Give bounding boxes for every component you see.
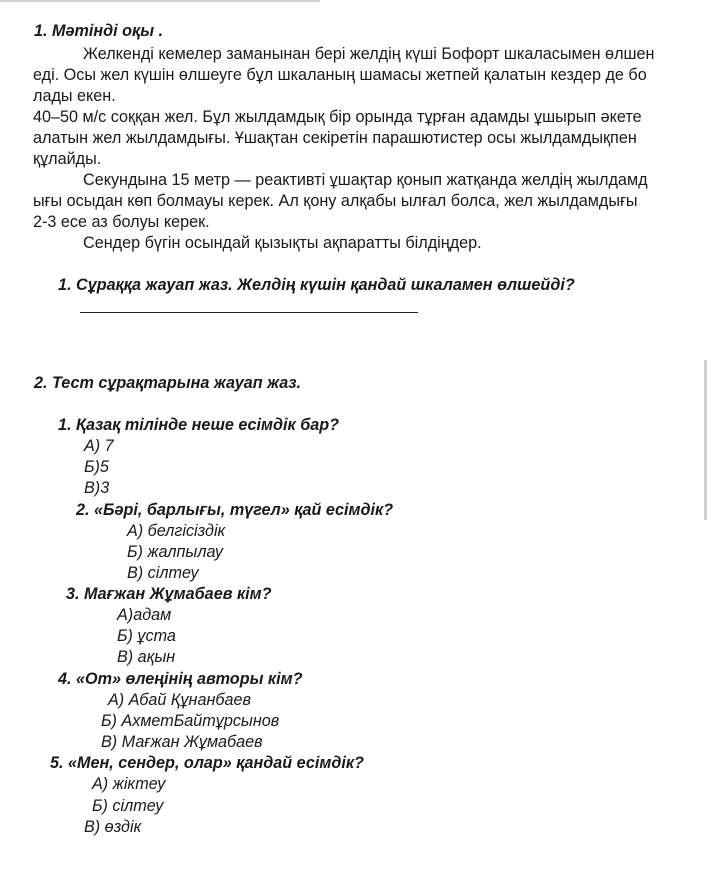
- answer-option: В)3: [84, 479, 110, 497]
- answer-option: А) Абай Құнанбаев: [108, 691, 251, 709]
- paragraph-line: Секундына 15 метр — реактивті ұшақтар қонып жатқанда желдің жылдамд: [83, 171, 648, 189]
- section-1-question: 1. Сұраққа жауап жаз. Желдің күшін қандай шкаламен өлшейді?: [58, 276, 575, 294]
- paragraph-line: ығы осыдан көп болмауы керек. Ал қону алқабы ылғал болса, жел жылдамдығы: [33, 192, 638, 210]
- paragraph-line: Желкенді кемелер заманынан бері желдің күші Бофорт шкаласымен өлшен: [83, 45, 655, 63]
- paragraph-line: 40–50 м/с соққан жел. Бұл жылдамдық бір орында тұрған адамды ұшырып әкете: [33, 108, 642, 126]
- answer-option: А) жіктеу: [92, 775, 166, 793]
- paragraph-line: еді. Осы жел күшін өлшеуге бұл шкаланың шамасы жетпей қалатын кездер де бо: [33, 66, 647, 84]
- test-question-1: 1. Қазақ тілінде неше есімдік бар?: [58, 416, 340, 434]
- answer-blank-line: [80, 312, 418, 313]
- answer-option: Б) ұста: [117, 627, 176, 645]
- test-question-2: 2. «Бәрі, барлығы, түгел» қай есімдік?: [76, 501, 394, 519]
- answer-option: А) 7: [84, 437, 114, 455]
- section-1-heading: 1. Мәтінді оқы .: [34, 22, 164, 40]
- answer-option: А) белгісіздік: [127, 522, 226, 540]
- paragraph-line: құлайды.: [33, 150, 102, 168]
- paragraph-line: Сендер бүгін осындай қызықты ақпаратты білдіңдер.: [83, 234, 482, 252]
- answer-option: Б) жалпылау: [127, 543, 224, 561]
- answer-option: Б) сілтеу: [92, 797, 164, 815]
- answer-option: Б)5: [84, 458, 109, 476]
- answer-option: В) өздік: [84, 818, 142, 836]
- paragraph-line: алатын жел жылдамдығы. Ұшақтан секіретін парашютистер осы жылдамдықпен: [33, 129, 637, 147]
- answer-option: В) сілтеу: [127, 564, 199, 582]
- section-2-heading: 2. Тест сұрақтарына жауап жаз.: [34, 374, 302, 392]
- paragraph-line: лады екен.: [33, 87, 116, 105]
- test-question-3: 3. Мағжан Жұмабаев кім?: [66, 585, 272, 603]
- paragraph-line: 2-3 есе аз болуы керек.: [33, 213, 210, 231]
- answer-option: В) Мағжан Жұмабаев: [101, 733, 263, 751]
- test-question-4: 4. «От» өлеңінің авторы кім?: [58, 670, 303, 688]
- answer-option: В) ақын: [117, 648, 176, 666]
- answer-option: А)адам: [117, 606, 172, 624]
- answer-option: Б) АхметБайтұрсынов: [101, 712, 280, 730]
- test-question-5: 5. «Мен, сендер, олар» қандай есімдік?: [50, 754, 364, 772]
